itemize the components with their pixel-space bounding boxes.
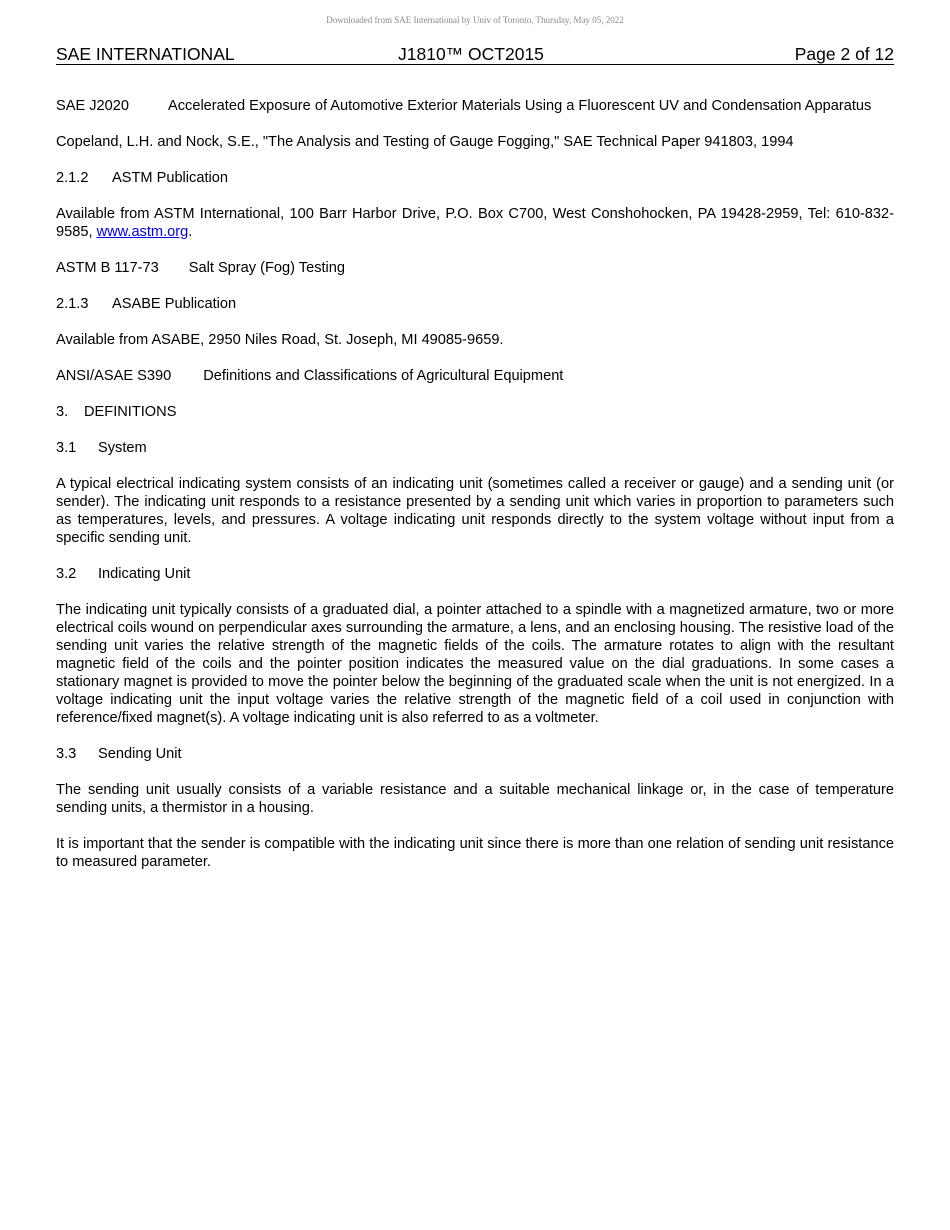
asabe-availability: Available from ASABE, 2950 Niles Road, St. Joseph, MI 49085-9659.: [56, 332, 504, 348]
astm-availability: [56, 205, 894, 241]
reference-title: Salt Spray (Fog) Testing: [188, 260, 346, 276]
reference-astm-b117: [56, 259, 894, 277]
section-number: 3.3: [56, 746, 77, 762]
section-number: 3.: [56, 404, 69, 420]
reference-sae-j2020: [56, 97, 894, 115]
section-title: DEFINITIONS: [84, 404, 177, 420]
reference-title: Accelerated Exposure of Automotive Exterior Materials Using a Fluorescent UV and Condensation Apparatus: [168, 98, 872, 114]
section-heading-2-1-3: [56, 295, 894, 313]
download-watermark: Downloaded from SAE International by Univ of Toronto, Thursday, May 05, 2022: [326, 15, 624, 25]
section-number: 3.2: [56, 566, 77, 582]
reference-code: ASTM B 117-73: [56, 260, 159, 276]
header-page-number: Page 2 of 12: [794, 44, 894, 64]
section-heading-3-1: [56, 439, 894, 457]
reference-copeland: Copeland, L.H. and Nock, S.E., "The Analysis and Testing of Gauge Fogging," SAE Technical Paper 941803, 1994: [56, 134, 794, 150]
system-definition-paragraph: A typical electrical indicating system consists of an indicating unit (sometimes called a receiver or gauge) and a sending unit (or sender). The indicating unit responds to a resistance presented by a sending unit which varies in proportion to parameters such as temperatures, levels, and pressures. A voltage indicating unit responds directly to the system voltage without input from a specific sending unit.: [56, 476, 894, 546]
section-title: ASTM Publication: [112, 170, 228, 186]
reference-ansi-s390: [56, 367, 894, 385]
reference-code: ANSI/ASAE S390: [56, 368, 172, 384]
indicating-unit-paragraph: The indicating unit typically consists of a graduated dial, a pointer attached to a spindle with a magnetized armature, two or more electrical coils wound on perpendicular axes surrounding the armature, a lens, and an enclosing housing. The resistive load of the sending unit varies the relative strength of the magnetic fields of the coils. The armature rotates to align with the resultant magnetic field of the coils and the pointer position indicates the measured value on the dial graduations. In some cases a stationary magnet is provided to move the pointer below the beginning of the graduated scale when the unit is not energized. In a voltage indicating unit the input voltage varies the relative strength of the magnetic field of a coil used in conjunction with reference/fixed magnet(s). A voltage indicating unit is also referred to as a voltmeter.: [56, 602, 894, 726]
header-standard-number: J1810™ OCT2015: [398, 44, 544, 64]
header-organization: SAE INTERNATIONAL: [56, 44, 235, 64]
section-heading-3: [56, 403, 894, 421]
reference-title: Definitions and Classifications of Agricultural Equipment: [203, 368, 564, 384]
sender-compatibility-paragraph: It is important that the sender is compatible with the indicating unit since there is more than one relation of sending unit resistance to measured parameter.: [56, 836, 894, 870]
section-number: 3.1: [56, 440, 77, 456]
reference-code: SAE J2020: [56, 98, 130, 114]
sending-unit-paragraph: The sending unit usually consists of a variable resistance and a suitable mechanical linkage or, in the case of temperature sending units, a thermistor in a housing.: [56, 782, 894, 816]
section-title: Sending Unit: [98, 746, 182, 762]
astm-website-link[interactable]: www.astm.org: [96, 224, 189, 240]
section-heading-2-1-2: [56, 169, 894, 187]
section-number: 2.1.2: [56, 170, 89, 186]
astm-availability-text: Available from ASTM International, 100 Barr Harbor Drive, P.O. Box C700, West Conshohocken, PA 19428-2959, Tel: 610-832-9585,: [56, 206, 894, 240]
section-heading-3-2: [56, 565, 894, 583]
section-title: Indicating Unit: [98, 566, 191, 582]
astm-availability-end: .: [188, 224, 193, 240]
document-body: [56, 97, 894, 889]
section-title: ASABE Publication: [112, 296, 237, 312]
page-header: [56, 44, 894, 65]
section-number: 2.1.3: [56, 296, 89, 312]
section-title: System: [98, 440, 147, 456]
section-heading-3-3: [56, 745, 894, 763]
